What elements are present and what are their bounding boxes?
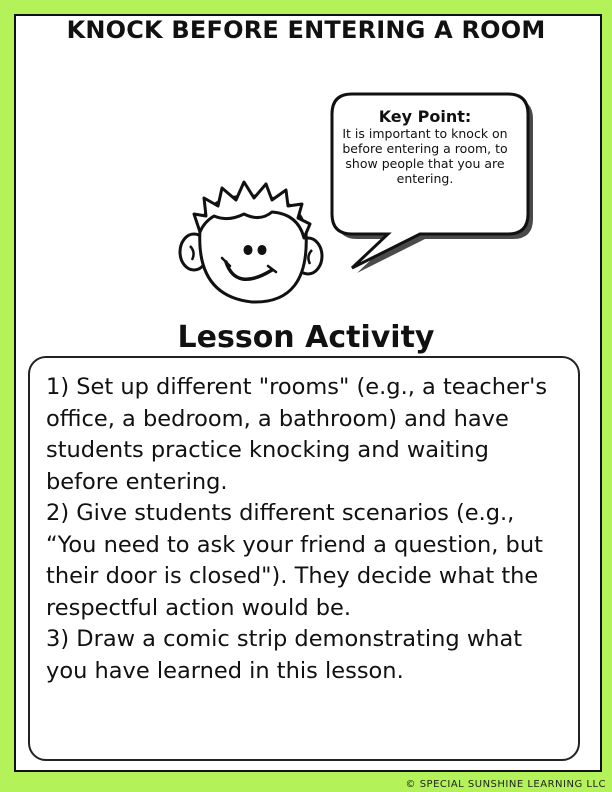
activity-step-2: 2) Give students different scenarios (e.g., “You need to ask your friend a question, but their door is closed"). They decide what the respectful action would be.: [46, 500, 543, 621]
activity-step-1: 1) Set up different "rooms" (e.g., a teacher's office, a bedroom, a bathroom) and have students practice knocking and waiting before entering.: [46, 374, 548, 495]
boy-face-icon: [180, 182, 322, 302]
illustration: [0, 0, 612, 340]
key-point-callout: [340, 108, 510, 186]
lesson-activity-heading: Lesson Activity: [177, 320, 435, 355]
activity-step-3: 3) Draw a comic strip demonstrating what you have learned in this lesson.: [46, 626, 523, 684]
lesson-activity-box: [28, 356, 580, 761]
page-title: KNOCK BEFORE ENTERING A ROOM: [66, 16, 546, 44]
key-point-heading: Key Point:: [378, 107, 472, 126]
copyright-footer: © SPECIAL SUNSHINE LEARNING LLC: [405, 779, 606, 790]
key-point-body: It is important to knock on before entering a room, to show people that you are entering.: [342, 126, 508, 186]
